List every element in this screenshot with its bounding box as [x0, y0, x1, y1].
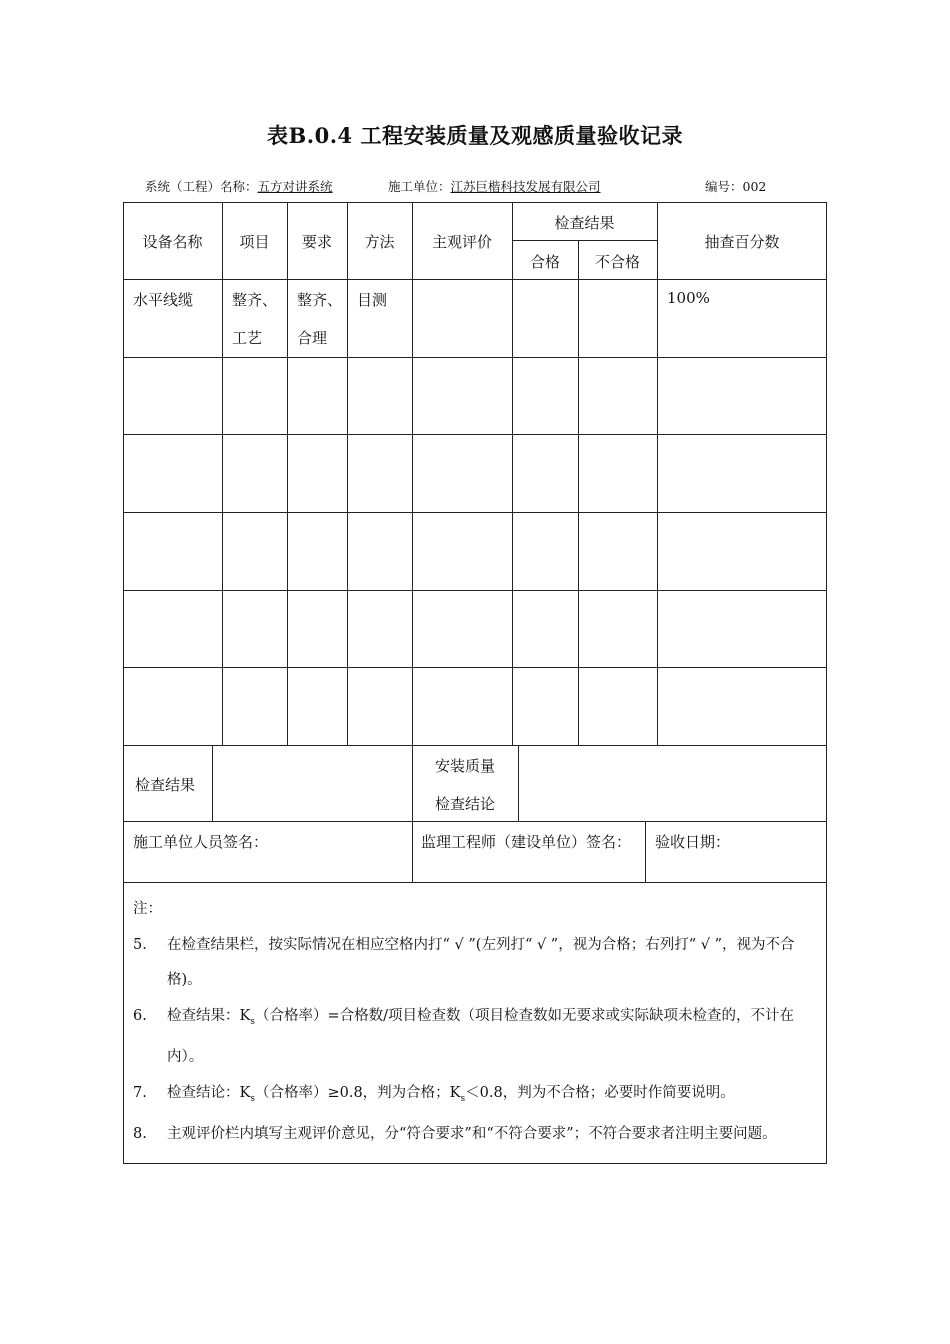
- note-text: 检查结果：$K_s$（合格率）=合格数/项目检查数（项目检查数如无要求或实际缺项未检查的，不计在内）。: [167, 1007, 795, 1065]
- divider: [123, 821, 827, 822]
- note-number: 8.: [133, 1126, 147, 1142]
- record-number: [705, 177, 766, 195]
- note-item: [133, 1117, 823, 1153]
- page-title: 表B.0.4 工程安装质量及观感质量验收记录: [267, 123, 683, 148]
- divider: [518, 745, 519, 821]
- record-number-value: 002: [742, 179, 767, 194]
- row-sample-percent: 100%: [667, 289, 710, 307]
- construction-unit-label: 施工单位：: [388, 179, 451, 194]
- row-item-line2: 工艺: [232, 329, 263, 347]
- note-number: 6.: [133, 1007, 147, 1024]
- header-method: 方法: [364, 233, 395, 251]
- divider: [123, 434, 827, 435]
- divider: [222, 202, 223, 745]
- divider: [123, 882, 827, 883]
- divider: [123, 357, 827, 358]
- divider: [512, 202, 513, 745]
- header-sample-percent: 抽查百分数: [704, 233, 780, 251]
- system-name-label: 系统（工程）名称：: [145, 179, 258, 194]
- note-text: 在检查结果栏，按实际情况在相应空格内打“ √ ”(左列打“ √ ”，视为合格；右列打“ √ ”，视为不合格)。: [167, 936, 795, 988]
- header-device-name: 设备名称: [142, 233, 203, 251]
- note-number: 7.: [133, 1084, 147, 1101]
- system-name: [145, 177, 333, 195]
- row-method: 目测: [357, 291, 388, 309]
- acceptance-date-label: 验收日期：: [655, 833, 731, 851]
- divider: [347, 202, 348, 745]
- contractor-signature-label: 施工单位人员签名：: [133, 833, 269, 851]
- divider: [123, 590, 827, 591]
- divider: [123, 512, 827, 513]
- notes-section: [133, 892, 823, 1153]
- header-fail: 不合格: [594, 253, 640, 271]
- conclusion-label-line1: 安装质量: [434, 757, 495, 775]
- divider: [287, 202, 288, 745]
- divider: [123, 279, 827, 280]
- note-text: 主观评价栏内填写主观评价意见，分“符合要求”和“不符合要求”；不符合要求者注明主要问题。: [167, 1126, 777, 1142]
- note-text: 检查结论：$K_s$（合格率）≥0.8，判为合格；$K_s<0.8$，判为不合格；必要时作简要说明。: [167, 1084, 735, 1104]
- divider: [212, 745, 213, 821]
- divider: [412, 202, 413, 745]
- divider: [578, 240, 579, 745]
- result-label: 检查结果: [135, 776, 196, 794]
- note-number: 5.: [133, 936, 147, 953]
- construction-unit-value: 江苏巨楷科技发展有限公司: [450, 179, 601, 194]
- divider: [123, 667, 827, 668]
- row-device: 水平线缆: [133, 291, 194, 309]
- divider: [657, 202, 658, 745]
- row-item-line1: 整齐、: [232, 291, 278, 309]
- note-item: [133, 999, 823, 1076]
- note-item: [133, 1076, 823, 1118]
- conclusion-label-line2: 检查结论: [434, 795, 495, 813]
- divider: [123, 745, 827, 746]
- header-subjective: 主观评价: [431, 233, 492, 251]
- row-requirement-line2: 合理: [297, 329, 328, 347]
- notes-heading: 注：: [133, 901, 162, 917]
- header-check-result: 检查结果: [554, 214, 615, 232]
- header-item: 项目: [239, 233, 270, 251]
- divider: [645, 821, 646, 882]
- note-item: [133, 928, 823, 999]
- supervisor-signature-label: 监理工程师（建设单位）签名：: [421, 833, 632, 851]
- construction-unit: [388, 177, 601, 195]
- record-number-label: 编号：: [705, 179, 743, 194]
- row-requirement-line1: 整齐、: [297, 291, 343, 309]
- header-pass: 合格: [529, 253, 560, 271]
- header-requirement: 要求: [301, 233, 332, 251]
- divider: [512, 240, 657, 241]
- system-name-value: 五方对讲系统: [257, 179, 333, 194]
